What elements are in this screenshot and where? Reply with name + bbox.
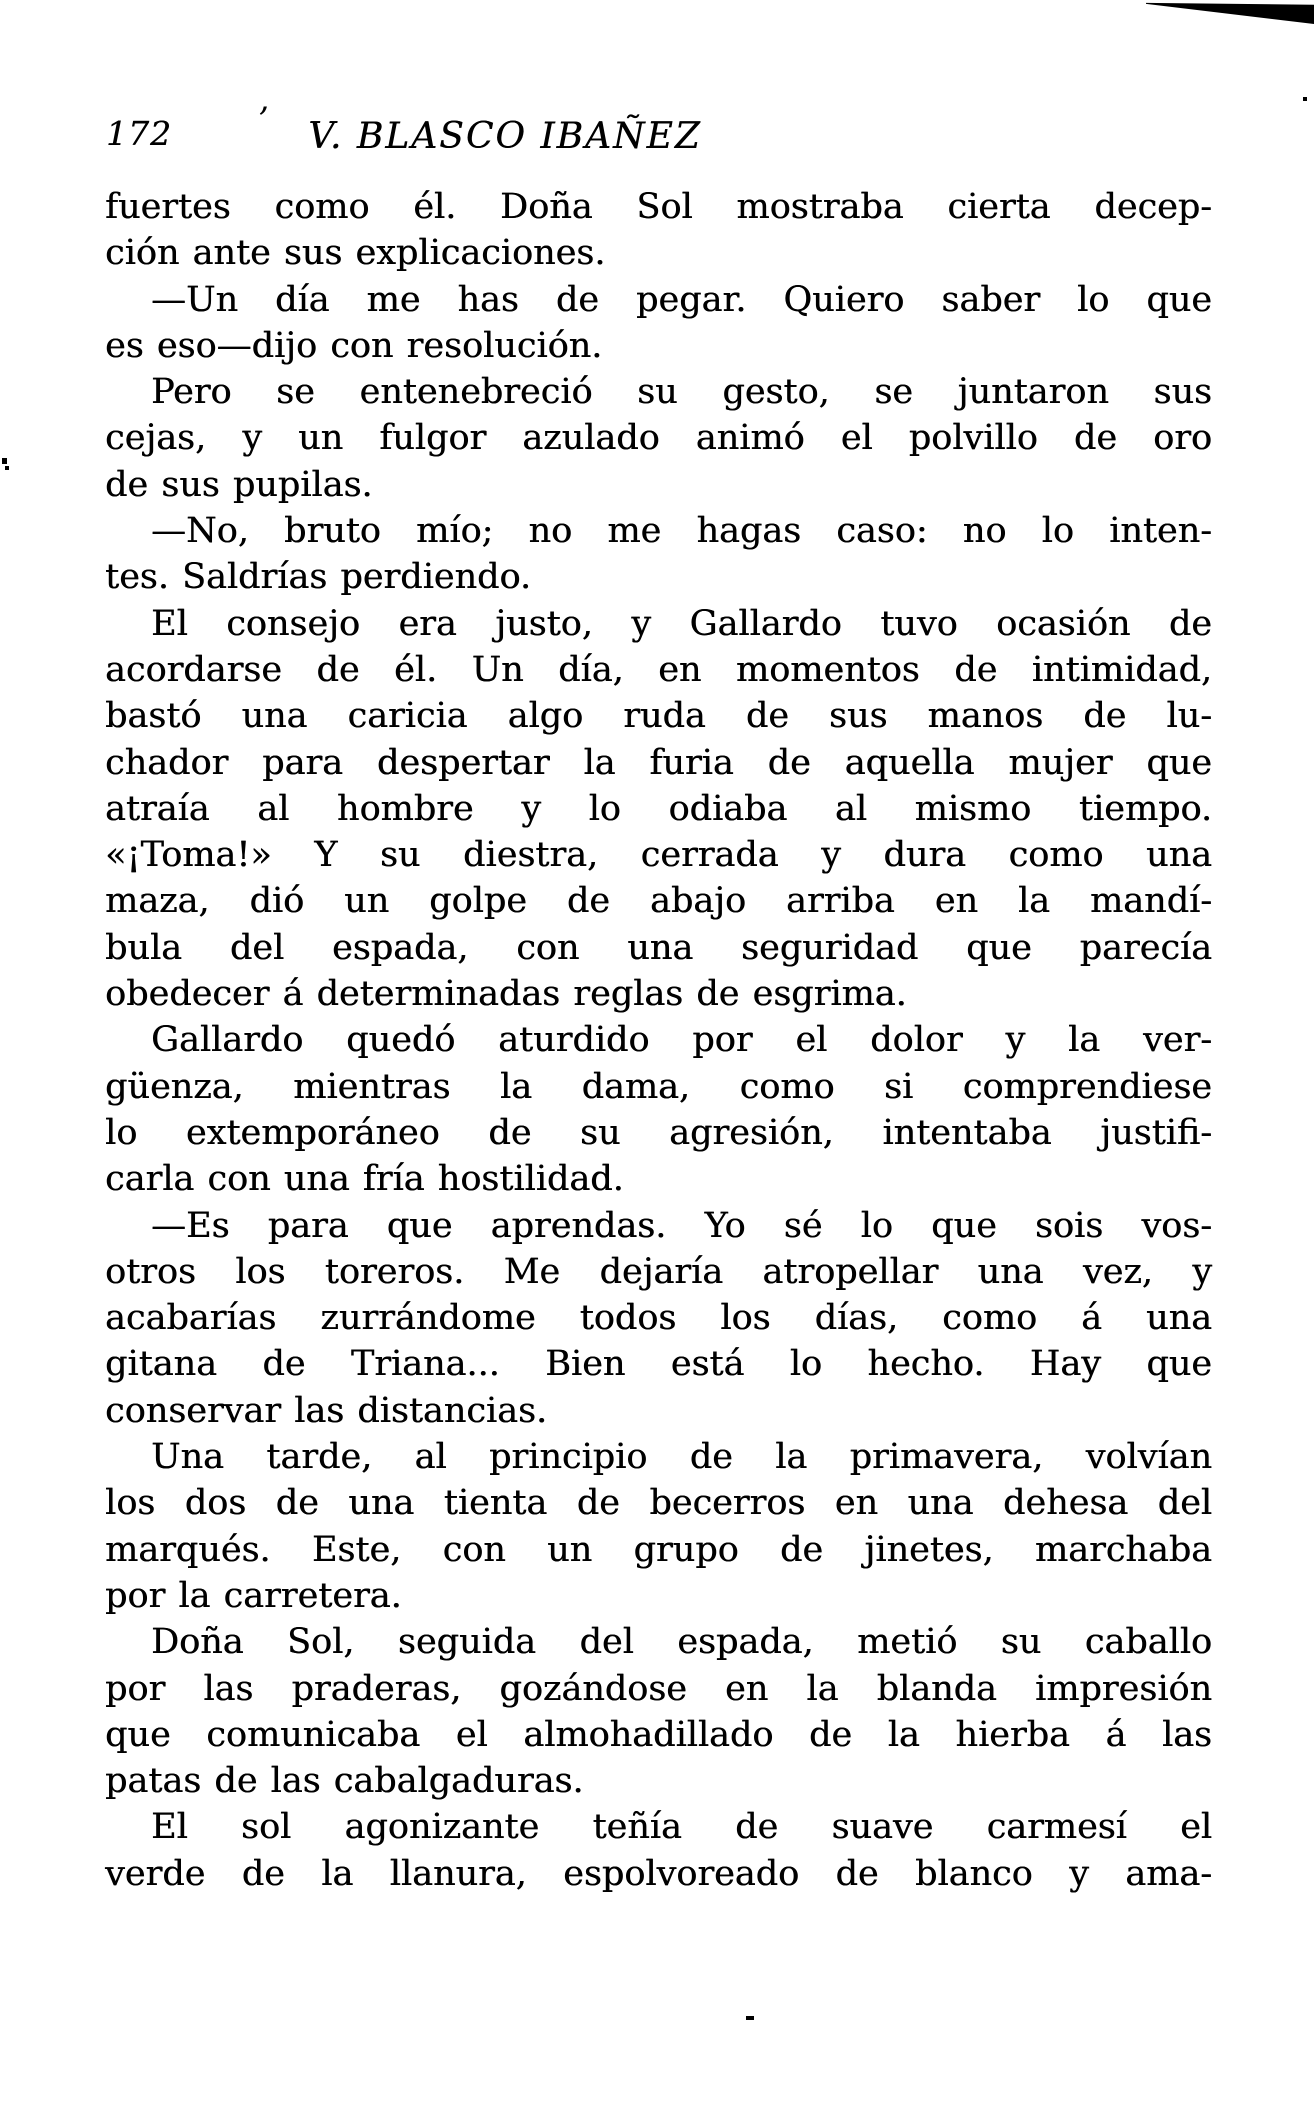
text-line: «¡Toma!» Y su diestra, cerrada y dura como una <box>105 835 1212 876</box>
scan-speck <box>2 458 7 464</box>
text-line: los dos de una tienta de becerros en una dehesa del <box>105 1483 1212 1524</box>
text-line: maza, dió un golpe de abajo arriba en la mandí- <box>105 881 1212 922</box>
text-line: acordarse de él. Un día, en momentos de intimidad, <box>105 649 1212 690</box>
text-line: Doña Sol, seguida del espada, metió su caballo <box>151 1622 1212 1663</box>
scan-corner-artifact <box>1146 0 1314 24</box>
text-line: ción ante sus explicaciones. <box>105 233 606 274</box>
scan-speck <box>746 2016 754 2020</box>
page-number: 172 <box>106 114 172 153</box>
scan-speck <box>1303 97 1307 101</box>
text-line: —Un día me has de pegar. Quiero saber lo que <box>151 279 1212 320</box>
text-line: por las praderas, gozándose en la blanda impresión <box>105 1668 1212 1709</box>
text-line: Una tarde, al principio de la primavera, volvían <box>151 1437 1212 1478</box>
text-line: conservar las distancias. <box>105 1390 548 1431</box>
text-line: atraía al hombre y lo odiaba al mismo tiempo. <box>105 788 1212 829</box>
text-line: que comunicaba el almohadillado de la hierba á las <box>105 1714 1212 1755</box>
text-line: Gallardo quedó aturdido por el dolor y la ver- <box>151 1020 1212 1061</box>
text-line: bastó una caricia algo ruda de sus manos de lu- <box>105 696 1212 737</box>
scan-speck <box>5 466 9 470</box>
text-line: de sus pupilas. <box>105 464 373 505</box>
text-line: güenza, mientras la dama, como si comprendiese <box>105 1066 1212 1107</box>
text-line: gitana de Triana... Bien está lo hecho. Hay que <box>105 1344 1212 1385</box>
text-line: fuertes como él. Doña Sol mostraba cierta decep- <box>105 187 1212 227</box>
text-line: chador para despertar la furia de aquella mujer que <box>105 742 1212 783</box>
text-line: carla con una fría hostilidad. <box>105 1159 624 1200</box>
running-header: V. BLASCO IBAÑEZ <box>308 116 702 157</box>
stray-mark: ’ <box>258 100 269 140</box>
text-line: por la carretera. <box>105 1575 402 1616</box>
text-line: El sol agonizante teñía de suave carmesí el <box>151 1807 1212 1848</box>
text-line: —No, bruto mío; no me hagas caso: no lo inten- <box>151 511 1212 552</box>
text-line: es eso—dijo con resolución. <box>105 325 603 366</box>
text-line: obedecer á determinadas reglas de esgrima. <box>105 974 907 1015</box>
text-line: patas de las cabalgaduras. <box>105 1761 584 1802</box>
text-line: El consejo era justo, y Gallardo tuvo ocasión de <box>151 603 1212 644</box>
text-line: bula del espada, con una seguridad que parecía <box>105 927 1212 968</box>
text-line: acabarías zurrándome todos los días, como á una <box>105 1298 1212 1339</box>
text-line: verde de la llanura, espolvoreado de blanco y ama- <box>105 1853 1212 1894</box>
page-body <box>105 184 1212 1897</box>
text-line: cejas, y un fulgor azulado animó el polvillo de oro <box>105 418 1212 459</box>
text-line: —Es para que aprendas. Yo sé lo que sois vos- <box>151 1205 1212 1246</box>
text-line: lo extemporáneo de su agresión, intentaba justifi- <box>105 1112 1212 1153</box>
text-line: otros los toreros. Me dejaría atropellar una vez, y <box>105 1251 1212 1292</box>
text-line: tes. Saldrías perdiendo. <box>105 557 531 598</box>
text-line: Pero se entenebreció su gesto, se juntaron sus <box>151 372 1212 413</box>
text-line: marqués. Este, con un grupo de jinetes, marchaba <box>105 1529 1212 1570</box>
